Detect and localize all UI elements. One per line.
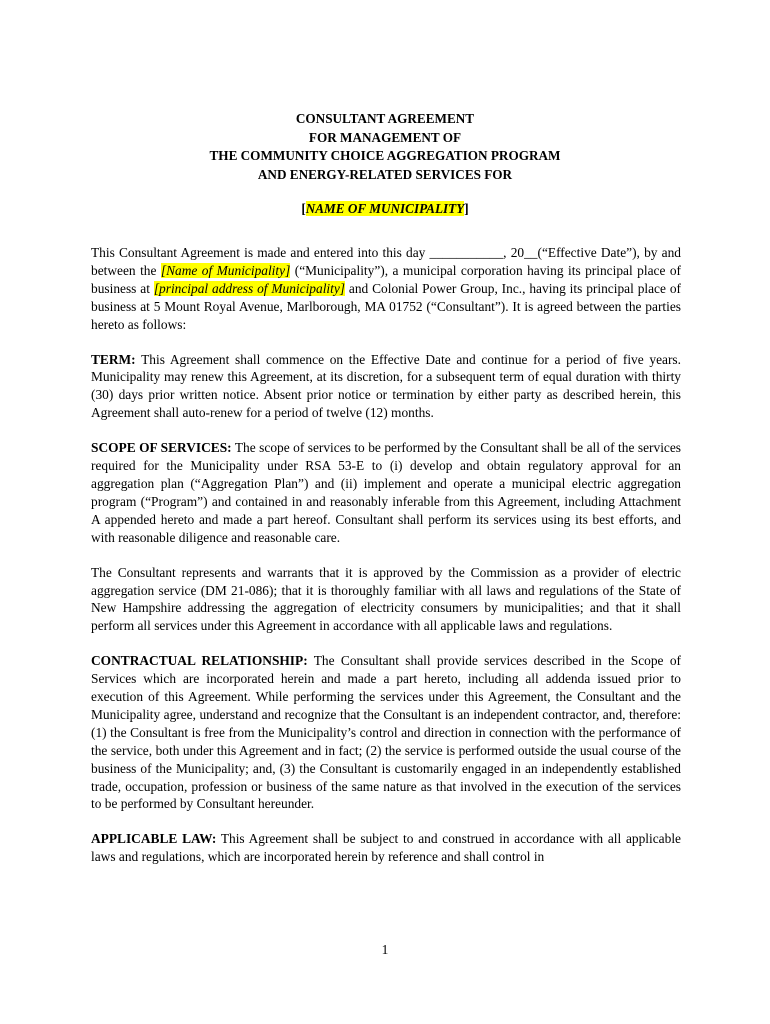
bracket-open: [ [301,201,306,216]
applicable-law-section [91,830,681,866]
intro-paragraph [91,244,681,334]
intro-text-3: and Colonial Power Group, Inc., having its principal place of business at 5 Mount Royal Avenue, Marlborough, MA 01752 (“Consultant”). It is agreed between the parties hereto as follows: [91,280,681,332]
title-line-3: THE COMMUNITY CHOICE AGGREGATION PROGRAM [209,148,561,163]
term-section [91,351,681,423]
contractual-text: The Consultant shall provide services described in the Scope of Services which are incorporated herein and made a part hereto, including all addenda issued prior to execution of this Agreement. While performing the services under this Agreement, the Consultant and the Municipality agree, understand and recognize that the Consultant is an independent contractor, and, therefore: (1) the Consultant is free from the Municipality’s control and direction in connection with the performance of the service, both under this Agreement and in fact; (2) the service is performed outside the usual course of the business of the Municipality; and, (3) the Consultant is customarily engaged in an independently established trade, occupation, profession or business of the same nature as that involved in the execution of the services to be performed by Consultant hereunder. [91,653,681,812]
intro-text-2: (“Municipality”), a municipal corporation having its principal place of business at [91,262,682,296]
scope-heading: SCOPE OF SERVICES: [91,440,232,456]
represents-paragraph [91,564,681,636]
municipality-name-placeholder: NAME OF MUNICIPALITY [305,201,465,216]
represents-text: The Consultant represents and warrants that it is approved by the Commission as a provider of electric aggregation service (DM 21-086); that it is thoroughly familiar with all laws and regulations of the State of New Hampshire addressing the aggregation of electricity consumers by municipalities; and that it shall perform all services under this Agreement in accordance with all applicable laws and regulations. [91,564,681,634]
address-placeholder: [principal address of Municipality] [153,280,346,296]
agreement-body [91,244,681,883]
municipality-placeholder: [Name of Municipality] [160,262,291,278]
title-line-2: FOR MANAGEMENT OF [308,129,462,145]
contractual-heading: CONTRACTUAL RELATIONSHIP: [91,653,308,669]
intro-text-1: This Consultant Agreement is made and entered into this day ___________, 20__(“Effective Date”), by and between the [91,245,681,278]
title-line-4: AND ENERGY-RELATED SERVICES FOR [257,166,513,182]
municipality-name-line [0,201,770,217]
scope-section [91,439,681,546]
agreement-title [0,110,770,184]
applicable-law-heading: APPLICABLE LAW: [91,831,217,847]
title-line-1: CONSULTANT AGREEMENT [295,111,475,126]
contractual-section [91,652,681,813]
scope-text: The scope of services to be performed by the Consultant shall be all of the services required for the Municipality under RSA 53-E to (i) develop and obtain regulatory approval for an aggregation plan (“Aggregation Plan”) and (ii) implement and operate a municipal electric aggregation program (“Program”) and contained in and reasonably inferable from this Agreement, including Attachment A appended hereto and made a part hereof. Consultant shall perform its services using its best efforts, and with reasonable diligence and reasonable care. [91,440,682,545]
applicable-law-text: This Agreement shall be subject to and construed in accordance with all applicable laws and regulations, which are incorporated herein by reference and shall control in [91,831,681,865]
term-text: This Agreement shall commence on the Effective Date and continue for a period of five years. Municipality may renew this Agreement, at its discretion, for a subsequent term of equal duration with thirty (30) days prior written notice. Absent prior notice or termination by either party as described herein, this Agreement shall auto-renew for a period of twelve (12) months. [91,351,681,421]
bracket-close: ] [464,201,469,216]
page-number: 1 [381,942,389,957]
term-heading: TERM: [91,351,136,367]
